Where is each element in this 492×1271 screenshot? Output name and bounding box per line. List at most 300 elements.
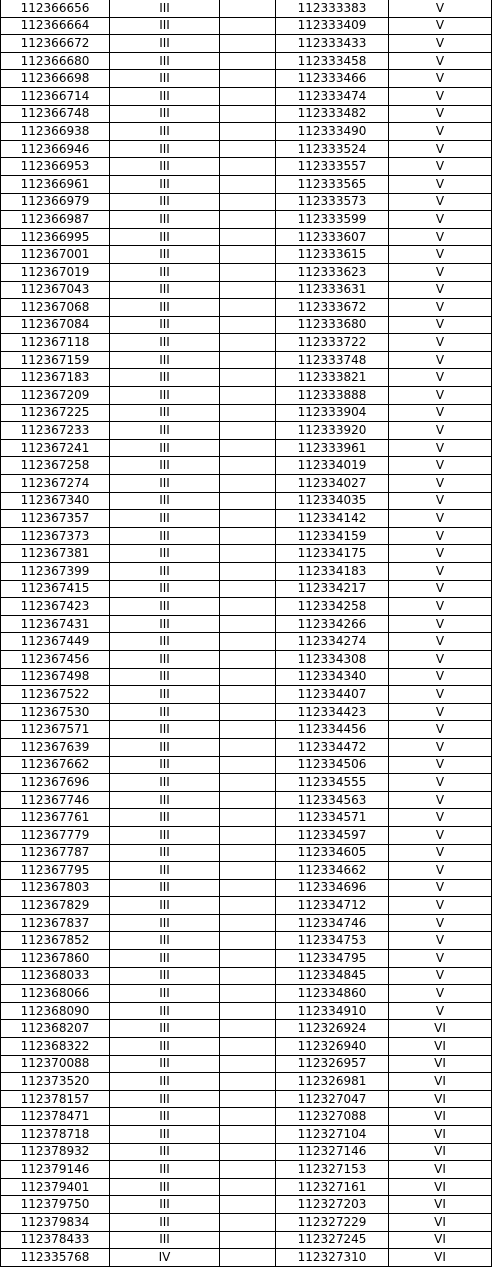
- table-row: [1, 950, 492, 968]
- spacer-cell: [220, 87, 276, 105]
- right-class-cell: V: [389, 1002, 492, 1020]
- spacer-cell: [220, 615, 276, 633]
- right-id-cell: 112334217: [276, 580, 389, 598]
- left-id-cell: 112367779: [1, 826, 110, 844]
- right-id-cell: 112334845: [276, 967, 389, 985]
- left-class-cell: III: [110, 545, 220, 563]
- right-id-cell: 112334795: [276, 950, 389, 968]
- table-row: [1, 404, 492, 422]
- left-class-cell: III: [110, 703, 220, 721]
- right-class-cell: V: [389, 545, 492, 563]
- left-id-cell: 112367852: [1, 932, 110, 950]
- right-id-cell: 112334274: [276, 633, 389, 651]
- table-row: [1, 1090, 492, 1108]
- right-id-cell: 112327203: [276, 1196, 389, 1214]
- left-id-cell: 112367118: [1, 334, 110, 352]
- spacer-cell: [220, 703, 276, 721]
- spacer-cell: [220, 299, 276, 317]
- right-id-cell: 112334175: [276, 545, 389, 563]
- spacer-cell: [220, 738, 276, 756]
- table-row: [1, 17, 492, 35]
- right-id-cell: 112333821: [276, 369, 389, 387]
- table-row: [1, 351, 492, 369]
- right-class-cell: V: [389, 316, 492, 334]
- table-row: [1, 158, 492, 176]
- left-class-cell: III: [110, 844, 220, 862]
- left-class-cell: III: [110, 862, 220, 880]
- spacer-cell: [220, 1073, 276, 1091]
- left-class-cell: III: [110, 35, 220, 53]
- right-class-cell: V: [389, 879, 492, 897]
- table-row: [1, 123, 492, 141]
- right-class-cell: V: [389, 862, 492, 880]
- right-class-cell: V: [389, 897, 492, 915]
- right-class-cell: VI: [389, 1178, 492, 1196]
- spacer-cell: [220, 334, 276, 352]
- table-row: [1, 774, 492, 792]
- table-row: [1, 1038, 492, 1056]
- table-row: [1, 668, 492, 686]
- right-id-cell: 112326957: [276, 1055, 389, 1073]
- right-id-cell: 112327104: [276, 1126, 389, 1144]
- table-row: [1, 1196, 492, 1214]
- left-id-cell: 112368090: [1, 1002, 110, 1020]
- right-class-cell: VI: [389, 1108, 492, 1126]
- left-class-cell: III: [110, 1073, 220, 1091]
- spacer-cell: [220, 0, 276, 17]
- right-id-cell: 112334035: [276, 492, 389, 510]
- right-class-cell: V: [389, 475, 492, 493]
- table-row: [1, 985, 492, 1003]
- left-id-cell: 112366953: [1, 158, 110, 176]
- right-id-cell: 112326924: [276, 1020, 389, 1038]
- left-id-cell: 112379834: [1, 1213, 110, 1231]
- left-id-cell: 112367860: [1, 950, 110, 968]
- spacer-cell: [220, 1055, 276, 1073]
- right-id-cell: 112334910: [276, 1002, 389, 1020]
- right-id-cell: 112327229: [276, 1213, 389, 1231]
- right-id-cell: 112333904: [276, 404, 389, 422]
- right-id-cell: 112333888: [276, 387, 389, 405]
- right-id-cell: 112327146: [276, 1143, 389, 1161]
- right-id-cell: 112334472: [276, 738, 389, 756]
- table-row: [1, 703, 492, 721]
- table-row: [1, 1055, 492, 1073]
- right-id-cell: 112333680: [276, 316, 389, 334]
- table-row: [1, 263, 492, 281]
- table-row: [1, 1213, 492, 1231]
- left-class-cell: III: [110, 439, 220, 457]
- spacer-cell: [220, 369, 276, 387]
- right-class-cell: V: [389, 809, 492, 827]
- table-row: [1, 527, 492, 545]
- right-class-cell: V: [389, 140, 492, 158]
- right-class-cell: V: [389, 52, 492, 70]
- right-id-cell: 112327047: [276, 1090, 389, 1108]
- spacer-cell: [220, 492, 276, 510]
- right-class-cell: VI: [389, 1090, 492, 1108]
- table-row: [1, 246, 492, 264]
- left-id-cell: 112368322: [1, 1038, 110, 1056]
- left-id-cell: 112367456: [1, 650, 110, 668]
- spacer-cell: [220, 316, 276, 334]
- left-class-cell: III: [110, 228, 220, 246]
- right-id-cell: 112334019: [276, 457, 389, 475]
- right-id-cell: 112334258: [276, 598, 389, 616]
- spacer-cell: [220, 510, 276, 528]
- left-class-cell: III: [110, 826, 220, 844]
- right-id-cell: 112333409: [276, 17, 389, 35]
- left-id-cell: 112367522: [1, 686, 110, 704]
- table-row: [1, 650, 492, 668]
- left-class-cell: III: [110, 211, 220, 229]
- spacer-cell: [220, 175, 276, 193]
- left-class-cell: III: [110, 879, 220, 897]
- spacer-cell: [220, 897, 276, 915]
- spacer-cell: [220, 650, 276, 668]
- right-class-cell: V: [389, 123, 492, 141]
- spacer-cell: [220, 193, 276, 211]
- left-id-cell: 112378718: [1, 1126, 110, 1144]
- right-id-cell: 112334555: [276, 774, 389, 792]
- left-id-cell: 112368207: [1, 1020, 110, 1038]
- table-row: [1, 1108, 492, 1126]
- table-row: [1, 175, 492, 193]
- right-class-cell: V: [389, 668, 492, 686]
- spacer-cell: [220, 422, 276, 440]
- right-class-cell: V: [389, 615, 492, 633]
- right-class-cell: V: [389, 387, 492, 405]
- left-class-cell: III: [110, 1161, 220, 1179]
- left-class-cell: III: [110, 633, 220, 651]
- left-id-cell: 112367340: [1, 492, 110, 510]
- left-class-cell: III: [110, 721, 220, 739]
- left-id-cell: 112366961: [1, 175, 110, 193]
- right-id-cell: 112334183: [276, 563, 389, 581]
- table-row: [1, 299, 492, 317]
- left-id-cell: 112367639: [1, 738, 110, 756]
- right-class-cell: V: [389, 633, 492, 651]
- right-id-cell: 112333490: [276, 123, 389, 141]
- left-id-cell: 112367423: [1, 598, 110, 616]
- spacer-cell: [220, 228, 276, 246]
- left-id-cell: 112366979: [1, 193, 110, 211]
- table-row: [1, 826, 492, 844]
- right-id-cell: 112333557: [276, 158, 389, 176]
- right-class-cell: V: [389, 175, 492, 193]
- left-class-cell: III: [110, 1038, 220, 1056]
- spacer-cell: [220, 1020, 276, 1038]
- right-class-cell: V: [389, 510, 492, 528]
- left-id-cell: 112367233: [1, 422, 110, 440]
- left-class-cell: III: [110, 668, 220, 686]
- table-row: [1, 756, 492, 774]
- left-class-cell: III: [110, 1020, 220, 1038]
- spacer-cell: [220, 826, 276, 844]
- right-id-cell: 112333466: [276, 70, 389, 88]
- left-id-cell: 112366664: [1, 17, 110, 35]
- left-class-cell: III: [110, 87, 220, 105]
- left-class-cell: III: [110, 1090, 220, 1108]
- left-id-cell: 112368066: [1, 985, 110, 1003]
- left-id-cell: 112367043: [1, 281, 110, 299]
- left-id-cell: 112379750: [1, 1196, 110, 1214]
- right-class-cell: V: [389, 791, 492, 809]
- table-row: [1, 0, 492, 17]
- right-class-cell: V: [389, 281, 492, 299]
- right-id-cell: 112334142: [276, 510, 389, 528]
- spacer-cell: [220, 140, 276, 158]
- right-class-cell: V: [389, 598, 492, 616]
- spacer-cell: [220, 967, 276, 985]
- left-class-cell: III: [110, 0, 220, 17]
- table-row: [1, 686, 492, 704]
- right-id-cell: 112334423: [276, 703, 389, 721]
- left-class-cell: III: [110, 1108, 220, 1126]
- spacer-cell: [220, 563, 276, 581]
- right-class-cell: VI: [389, 1126, 492, 1144]
- right-id-cell: 112333961: [276, 439, 389, 457]
- table-row: [1, 1020, 492, 1038]
- right-class-cell: V: [389, 87, 492, 105]
- right-class-cell: V: [389, 246, 492, 264]
- right-class-cell: V: [389, 967, 492, 985]
- left-id-cell: 112367209: [1, 387, 110, 405]
- left-class-cell: III: [110, 457, 220, 475]
- left-class-cell: III: [110, 967, 220, 985]
- table-row: [1, 844, 492, 862]
- left-id-cell: 112367696: [1, 774, 110, 792]
- left-class-cell: III: [110, 404, 220, 422]
- right-class-cell: V: [389, 439, 492, 457]
- right-class-cell: VI: [389, 1055, 492, 1073]
- right-class-cell: V: [389, 650, 492, 668]
- left-class-cell: III: [110, 334, 220, 352]
- spacer-cell: [220, 35, 276, 53]
- table-row: [1, 140, 492, 158]
- left-id-cell: 112367571: [1, 721, 110, 739]
- table-row: [1, 1143, 492, 1161]
- spacer-cell: [220, 281, 276, 299]
- table-row: [1, 721, 492, 739]
- left-id-cell: 112366656: [1, 0, 110, 17]
- left-id-cell: 112367068: [1, 299, 110, 317]
- table-row: [1, 1161, 492, 1179]
- spacer-cell: [220, 1002, 276, 1020]
- spacer-cell: [220, 580, 276, 598]
- right-class-cell: V: [389, 580, 492, 598]
- left-class-cell: III: [110, 123, 220, 141]
- left-id-cell: 112367498: [1, 668, 110, 686]
- right-class-cell: VI: [389, 1196, 492, 1214]
- spacer-cell: [220, 52, 276, 70]
- left-id-cell: 112366672: [1, 35, 110, 53]
- left-class-cell: III: [110, 316, 220, 334]
- table-row: [1, 914, 492, 932]
- left-id-cell: 112367837: [1, 914, 110, 932]
- left-id-cell: 112379146: [1, 1161, 110, 1179]
- left-id-cell: 112368033: [1, 967, 110, 985]
- left-class-cell: III: [110, 563, 220, 581]
- left-class-cell: III: [110, 193, 220, 211]
- left-id-cell: 112367001: [1, 246, 110, 264]
- table-row: [1, 87, 492, 105]
- spacer-cell: [220, 475, 276, 493]
- right-class-cell: VI: [389, 1020, 492, 1038]
- right-id-cell: 112334746: [276, 914, 389, 932]
- right-class-cell: V: [389, 457, 492, 475]
- right-id-cell: 112327088: [276, 1108, 389, 1126]
- left-class-cell: III: [110, 1196, 220, 1214]
- left-id-cell: 112367357: [1, 510, 110, 528]
- right-class-cell: V: [389, 228, 492, 246]
- spacer-cell: [220, 404, 276, 422]
- right-id-cell: 112327161: [276, 1178, 389, 1196]
- table-row: [1, 316, 492, 334]
- spacer-cell: [220, 457, 276, 475]
- left-id-cell: 112367373: [1, 527, 110, 545]
- left-id-cell: 112367415: [1, 580, 110, 598]
- right-class-cell: V: [389, 914, 492, 932]
- spacer-cell: [220, 105, 276, 123]
- table-row: [1, 633, 492, 651]
- right-id-cell: 112333573: [276, 193, 389, 211]
- left-id-cell: 112366714: [1, 87, 110, 105]
- spacer-cell: [220, 985, 276, 1003]
- left-id-cell: 112367829: [1, 897, 110, 915]
- right-id-cell: 112334662: [276, 862, 389, 880]
- spacer-cell: [220, 1231, 276, 1249]
- left-class-cell: III: [110, 1002, 220, 1020]
- left-class-cell: IV: [110, 1249, 220, 1267]
- right-id-cell: 112333748: [276, 351, 389, 369]
- table-row: [1, 563, 492, 581]
- left-class-cell: III: [110, 492, 220, 510]
- table-row: [1, 580, 492, 598]
- table-row: [1, 615, 492, 633]
- right-id-cell: 112333433: [276, 35, 389, 53]
- right-id-cell: 112333722: [276, 334, 389, 352]
- left-class-cell: III: [110, 351, 220, 369]
- right-id-cell: 112334605: [276, 844, 389, 862]
- right-class-cell: V: [389, 527, 492, 545]
- left-class-cell: III: [110, 1143, 220, 1161]
- right-id-cell: 112326981: [276, 1073, 389, 1091]
- left-id-cell: 112366987: [1, 211, 110, 229]
- right-id-cell: 112327310: [276, 1249, 389, 1267]
- right-id-cell: 112326940: [276, 1038, 389, 1056]
- left-class-cell: III: [110, 263, 220, 281]
- right-id-cell: 112334571: [276, 809, 389, 827]
- spacer-cell: [220, 598, 276, 616]
- right-class-cell: VI: [389, 1249, 492, 1267]
- table-row: [1, 1126, 492, 1144]
- spacer-cell: [220, 1178, 276, 1196]
- right-id-cell: 112334340: [276, 668, 389, 686]
- table-row: [1, 387, 492, 405]
- table-row: [1, 862, 492, 880]
- right-class-cell: V: [389, 211, 492, 229]
- right-class-cell: V: [389, 492, 492, 510]
- spacer-cell: [220, 1143, 276, 1161]
- left-id-cell: 112367530: [1, 703, 110, 721]
- left-id-cell: 112367019: [1, 263, 110, 281]
- right-id-cell: 112327153: [276, 1161, 389, 1179]
- left-id-cell: 112366680: [1, 52, 110, 70]
- spacer-cell: [220, 545, 276, 563]
- left-class-cell: III: [110, 369, 220, 387]
- left-class-cell: III: [110, 70, 220, 88]
- left-id-cell: 112367803: [1, 879, 110, 897]
- table-row: [1, 193, 492, 211]
- left-id-cell: 112367746: [1, 791, 110, 809]
- table-row: [1, 211, 492, 229]
- table-row: [1, 52, 492, 70]
- table-row: [1, 510, 492, 528]
- table-row: [1, 1073, 492, 1091]
- left-id-cell: 112367159: [1, 351, 110, 369]
- left-id-cell: 112370088: [1, 1055, 110, 1073]
- right-class-cell: VI: [389, 1073, 492, 1091]
- spacer-cell: [220, 1196, 276, 1214]
- spacer-cell: [220, 914, 276, 932]
- left-class-cell: III: [110, 1055, 220, 1073]
- table-row: [1, 35, 492, 53]
- right-class-cell: V: [389, 721, 492, 739]
- left-id-cell: 112367662: [1, 756, 110, 774]
- right-id-cell: 112334712: [276, 897, 389, 915]
- spacer-cell: [220, 950, 276, 968]
- table-row: [1, 228, 492, 246]
- table-row: [1, 334, 492, 352]
- table-row: [1, 422, 492, 440]
- right-id-cell: 112333607: [276, 228, 389, 246]
- right-class-cell: V: [389, 844, 492, 862]
- spacer-cell: [220, 1161, 276, 1179]
- right-id-cell: 112333599: [276, 211, 389, 229]
- right-class-cell: VI: [389, 1038, 492, 1056]
- table-row: [1, 457, 492, 475]
- right-id-cell: 112334696: [276, 879, 389, 897]
- right-id-cell: 112333474: [276, 87, 389, 105]
- right-id-cell: 112334159: [276, 527, 389, 545]
- left-class-cell: III: [110, 1126, 220, 1144]
- right-id-cell: 112334506: [276, 756, 389, 774]
- right-class-cell: VI: [389, 1143, 492, 1161]
- spacer-cell: [220, 70, 276, 88]
- left-id-cell: 112366698: [1, 70, 110, 88]
- spacer-cell: [220, 633, 276, 651]
- left-id-cell: 112367795: [1, 862, 110, 880]
- right-class-cell: V: [389, 703, 492, 721]
- right-class-cell: V: [389, 299, 492, 317]
- left-id-cell: 112373520: [1, 1073, 110, 1091]
- right-id-cell: 112334407: [276, 686, 389, 704]
- left-class-cell: III: [110, 791, 220, 809]
- table-row: [1, 439, 492, 457]
- left-class-cell: III: [110, 510, 220, 528]
- table-row: [1, 791, 492, 809]
- left-id-cell: 112335768: [1, 1249, 110, 1267]
- right-class-cell: V: [389, 404, 492, 422]
- left-class-cell: III: [110, 299, 220, 317]
- left-class-cell: III: [110, 1178, 220, 1196]
- left-class-cell: III: [110, 809, 220, 827]
- right-id-cell: 112333482: [276, 105, 389, 123]
- table-row: [1, 475, 492, 493]
- right-id-cell: 112334563: [276, 791, 389, 809]
- left-id-cell: 112367258: [1, 457, 110, 475]
